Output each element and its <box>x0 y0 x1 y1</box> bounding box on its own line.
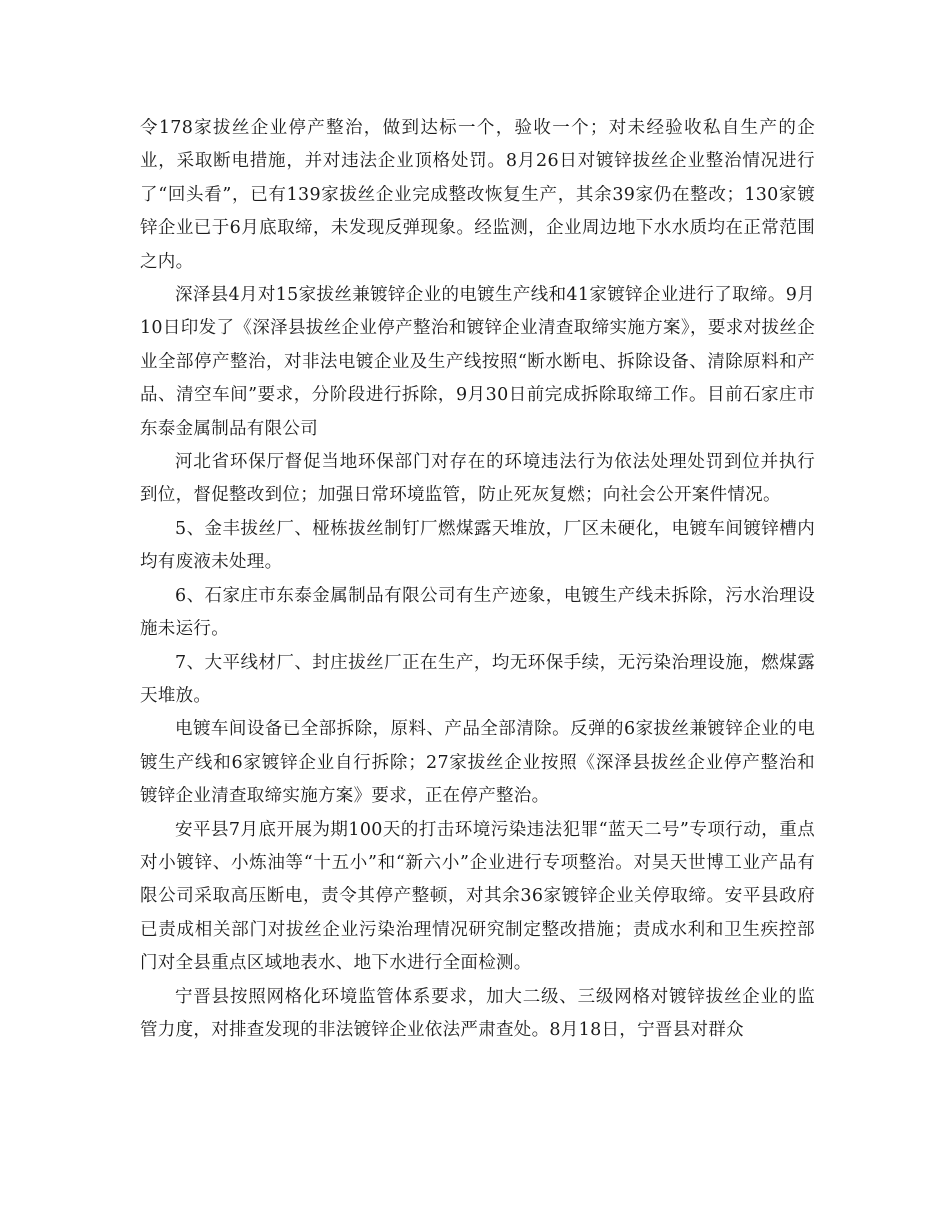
paragraph-1: 令178家拔丝企业停产整治，做到达标一个，验收一个；对未经验收私自生产的企业，采取断电措施，并对违法企业顶格处罚。8月26日对镀锌拔丝企业整治情况进行了“回头看”，已有139家拔丝企业完成整改恢复生产，其余39家仍在整改；130家镀锌企业已于6月底取缔，未发现反弹现象。经监测，企业周边地下水水质均在正常范围之内。 <box>140 118 815 272</box>
paragraph-3: 河北省环保厅督促当地环保部门对存在的环境违法行为依法处理处罚到位并执行到位，督促整改到位；加强日常环境监管，防止死灰复燃；向社会公开案件情况。 <box>140 452 815 506</box>
paragraph-5: 6、石家庄市东泰金属制品有限公司有生产迹象，电镀生产线未拆除，污水治理设施未运行。 <box>140 585 815 640</box>
paragraph-4: 5、金丰拔丝厂、桠栋拔丝制钉厂燃煤露天堆放，厂区未硬化，电镀车间镀锌槽内均有废液未处理。 <box>140 518 815 573</box>
paragraph-8: 安平县7月底开展为期100天的打击环境污染违法犯罪“蓝天二号”专项行动，重点对小镀锌、小炼油等“十五小”和“新六小”企业进行专项整治。对昊天世博工业产品有限公司采取高压断电，责令其停产整顿，对其余36家镀锌企业关停取缔。安平县政府已责成相关部门对拔丝企业污染治理情况研究制定整改措施；责成水利和卫生疾控部门对全县重点区域地表水、地下水进行全面检测。 <box>140 819 815 974</box>
paragraph-9: 宁晋县按照网格化环境监管体系要求，加大二级、三级网格对镀锌拔丝企业的监管力度，对排查发现的非法镀锌企业依法严肃查处。8月18日，宁晋县对群众 <box>140 986 815 1040</box>
paragraph-2: 深泽县4月对15家拔丝兼镀锌企业的电镀生产线和41家镀锌企业进行了取缔。9月10日印发了《深泽县拔丝企业停产整治和镀锌企业清查取缔实施方案》，要求对拔丝企业全部停产整治，对非法电镀企业及生产线按照“断水断电、拆除设备、清除原料和产品、清空车间”要求，分阶段进行拆除，9月30日前完成拆除取缔工作。目前石家庄市东泰金属制品有限公司 <box>140 285 815 439</box>
document-body <box>140 112 815 1047</box>
paragraph-7: 电镀车间设备已全部拆除，原料、产品全部清除。反弹的6家拔丝兼镀锌企业的电镀生产线和6家镀锌企业自行拆除；27家拔丝企业按照《深泽县拔丝企业停产整治和镀锌企业清查取缔实施方案》要求，正在停产整治。 <box>140 719 815 807</box>
paragraph-6: 7、大平线材厂、封庄拔丝厂正在生产，均无环保手续，无污染治理设施，燃煤露天堆放。 <box>140 652 815 706</box>
